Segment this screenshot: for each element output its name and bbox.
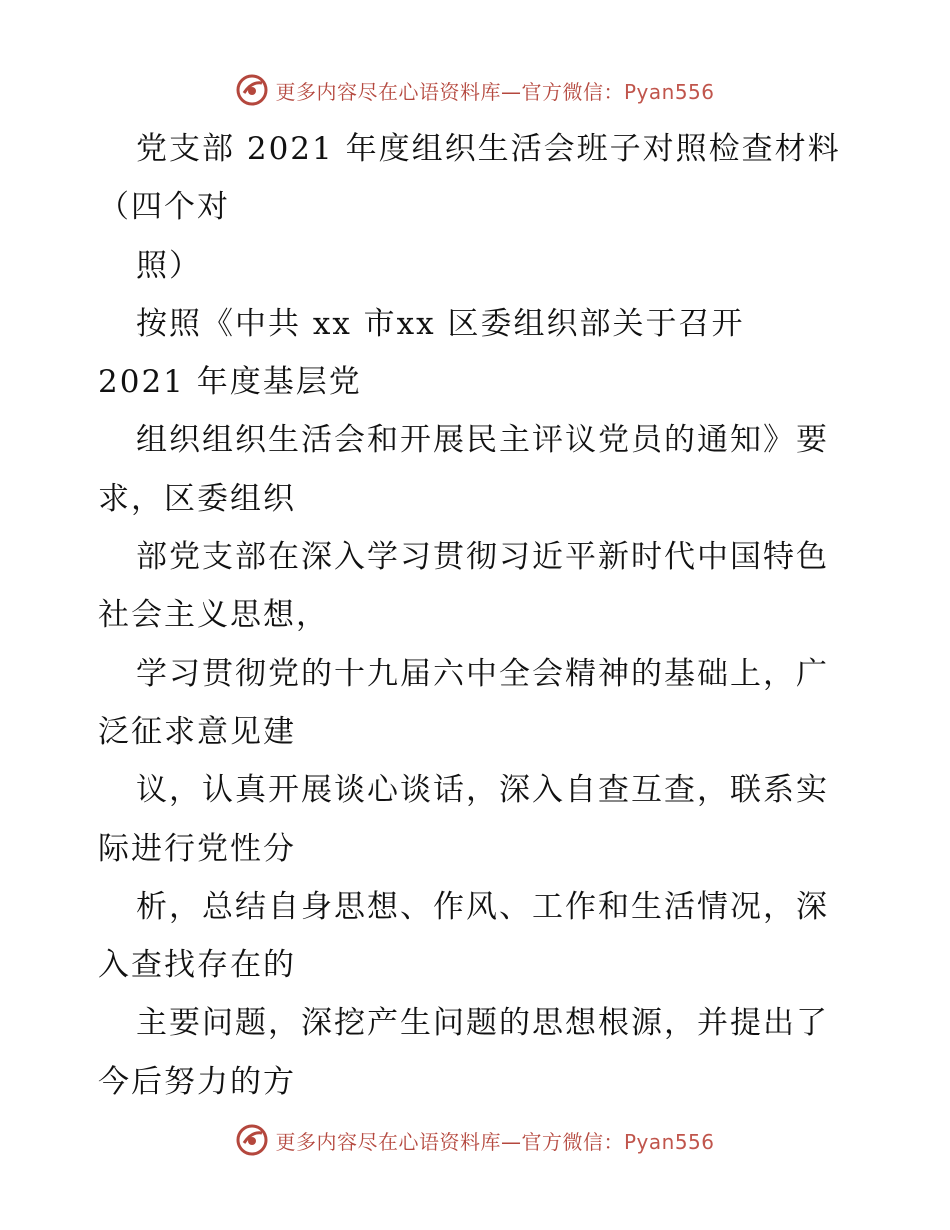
doc-line: 部党支部在深入学习贯彻习近平新时代中国特色 [136,539,829,576]
brand-logo-icon [235,73,269,107]
document-body [98,120,858,1111]
brand-logo-icon [235,1123,269,1157]
watermark-text: 更多内容尽在心语资料库—官方微信： [275,79,624,104]
doc-line: 泛征求意见建 [98,713,296,750]
doc-line: 组织组织生活会和开展民主评议党员的通知》要 [136,422,829,459]
doc-line: 求，区委组织 [98,480,296,517]
doc-line: 析，总结自身思想、作风、工作和生活情况，深 [136,888,829,925]
watermark-handle: Pyan556 [623,79,715,104]
doc-line: 党支部 2021 年度组织生活会班子对照检查材料 [136,131,841,167]
doc-line: 议，认真开展谈心谈话，深入自查互查，联系实 [136,772,829,809]
doc-line: 主要问题，深挖产生问题的思想根源，并提出了 [136,1005,829,1042]
doc-line: 2021 年度基层党 [98,364,362,401]
doc-line: 社会主义思想， [98,597,329,634]
doc-line: 按照《中共 xx 市xx 区委组织部关于召开 [136,305,745,342]
header-watermark [0,70,950,110]
doc-line: 际进行党性分 [98,830,296,867]
doc-line: 入查找存在的 [98,947,296,984]
watermark-handle: Pyan556 [623,1129,715,1154]
doc-line: 今后努力的方 [98,1063,296,1100]
footer-watermark [0,1120,950,1160]
doc-line: 照） [136,247,202,284]
doc-line: （四个对 [98,189,230,226]
doc-line: 学习贯彻党的十九届六中全会精神的基础上，广 [136,655,829,692]
watermark-text: 更多内容尽在心语资料库—官方微信： [275,1129,624,1154]
